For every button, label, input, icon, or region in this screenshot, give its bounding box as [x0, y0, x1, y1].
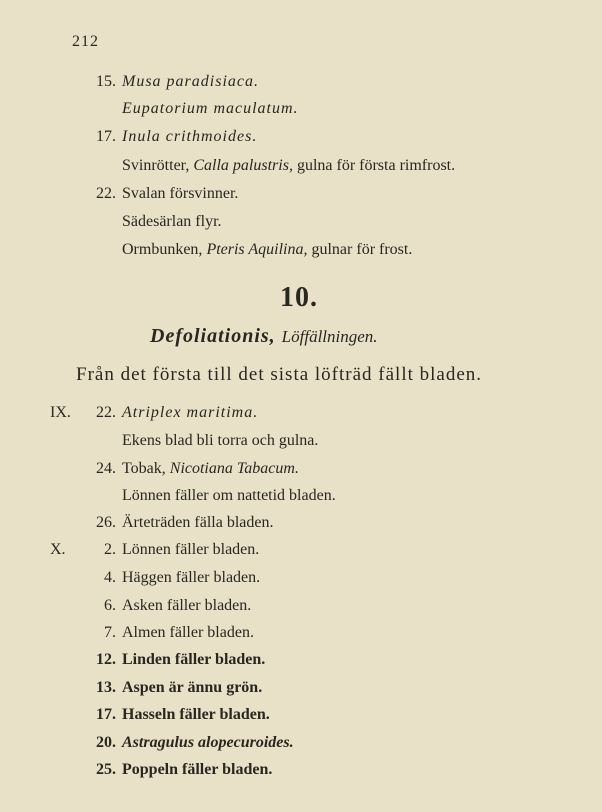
- entry-day: 13.: [96, 679, 116, 696]
- entry-day: 15.: [96, 73, 116, 90]
- entry-text: Tobak,: [122, 460, 166, 477]
- entry-text: Asken fäller bladen.: [122, 597, 252, 614]
- entry-line: [90, 624, 254, 642]
- entry-text: Hasseln fäller bladen.: [122, 706, 270, 723]
- entry-latin-name: Nicotiana Tabacum.: [169, 460, 299, 477]
- entry-day: 25.: [96, 761, 116, 778]
- entry-day: 17.: [96, 706, 116, 723]
- entry-day: 7.: [104, 624, 116, 641]
- entry-line: [90, 73, 259, 91]
- entry-day: 20.: [96, 734, 116, 751]
- entry-text: Inula crithmoides.: [122, 128, 258, 145]
- entry-latin-name: Pteris Aquilina,: [206, 241, 308, 258]
- entry-text: Svalan försvinner.: [122, 185, 239, 202]
- entry-latin-name: Calla palustris,: [193, 157, 293, 174]
- entry-line: [90, 569, 260, 587]
- entry-line: [90, 404, 258, 422]
- entry-text: Ärteträden fälla bladen.: [122, 514, 274, 531]
- entry-text: Musa paradisiaca.: [122, 73, 259, 90]
- entry-day: 24.: [96, 460, 116, 477]
- section-title-latin: Defoliationis,: [150, 325, 276, 347]
- entry-day: 22.: [96, 404, 116, 421]
- entry-line: [90, 185, 238, 203]
- entry-line: [90, 597, 251, 615]
- entry-line: [90, 541, 259, 559]
- entry-text: Poppeln fäller bladen.: [122, 761, 273, 778]
- entry-text: gulnar för frost.: [311, 241, 413, 258]
- entry-line: [90, 213, 222, 231]
- entry-line: [90, 487, 336, 505]
- month-label: IX.: [50, 404, 71, 421]
- entry-text: Almen fäller bladen.: [122, 624, 254, 641]
- entry-text: Eupatorium maculatum.: [122, 100, 299, 117]
- entry-text: gulna för första rimfrost.: [296, 157, 456, 174]
- entry-line: [90, 679, 262, 697]
- entry-text: Linden fäller bladen.: [122, 651, 266, 668]
- entry-line: [90, 460, 299, 478]
- entry-text: Lönnen fäller bladen.: [122, 541, 260, 558]
- entry-line: [90, 128, 257, 146]
- entry-day: 17.: [96, 128, 116, 145]
- entry-day: 22.: [96, 185, 116, 202]
- entry-line: [90, 706, 270, 724]
- entry-text: Sädesärlan flyr.: [122, 213, 222, 230]
- entry-line: [90, 157, 455, 175]
- entry-line: [90, 761, 272, 779]
- section-intro: Från det första till det sista löfträd fällt bladen.: [76, 364, 483, 385]
- month-label: X.: [50, 541, 66, 558]
- section-title: [150, 325, 378, 348]
- entry-text: Häggen fäller bladen.: [122, 569, 261, 586]
- entry-text: Aspen är ännu grön.: [122, 679, 263, 696]
- entry-text: Astragulus alopecuroides.: [122, 734, 294, 751]
- entry-line: [90, 734, 294, 752]
- entry-text: Lönnen fäller om nattetid bladen.: [122, 487, 336, 504]
- entry-day: 12.: [96, 651, 116, 668]
- entry-day: 26.: [96, 514, 116, 531]
- entry-day: 4.: [104, 569, 116, 586]
- entry-line: [90, 651, 265, 669]
- section-number: 10.: [280, 282, 318, 313]
- entry-line: [90, 432, 318, 450]
- entry-day: 2.: [104, 541, 116, 558]
- entry-day: 6.: [104, 597, 116, 614]
- entry-line: [90, 100, 299, 118]
- entry-line: [90, 241, 412, 259]
- section-subtitle: Löffällningen.: [281, 327, 378, 346]
- entry-text: Atriplex maritima.: [122, 404, 259, 421]
- page-number: 212: [72, 33, 99, 50]
- entry-text: Ekens blad bli torra och gulna.: [122, 432, 319, 449]
- entry-text: Ormbunken,: [122, 241, 203, 258]
- entry-line: [90, 514, 273, 532]
- entry-text: Svinrötter,: [122, 157, 190, 174]
